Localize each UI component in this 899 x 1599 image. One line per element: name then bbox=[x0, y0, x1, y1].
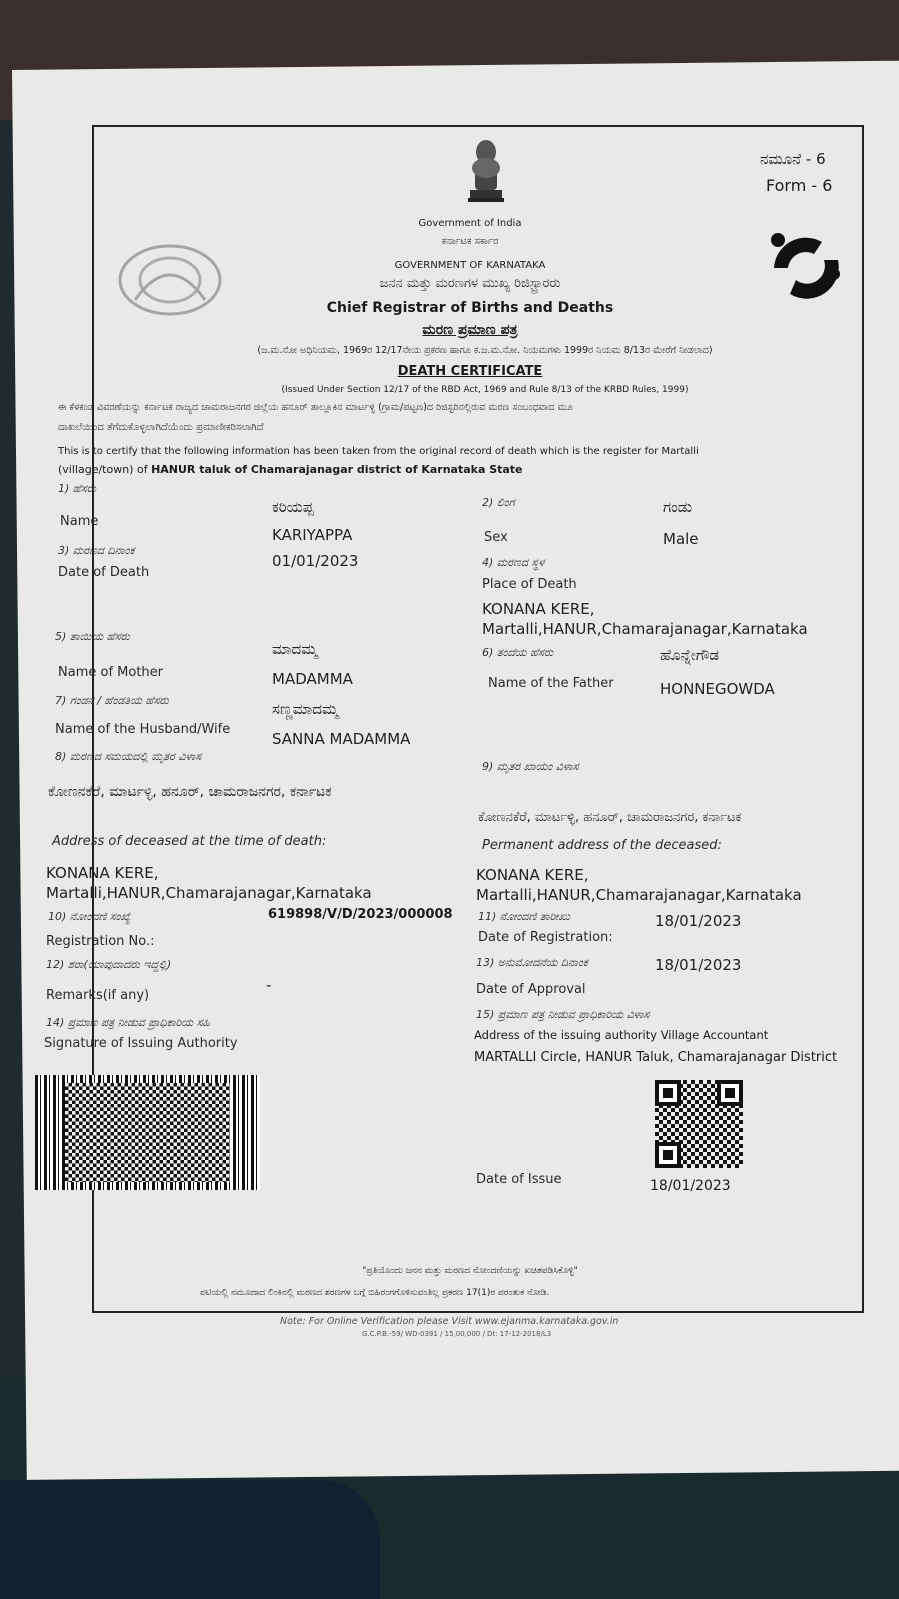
place-of-death-line2: Martalli,HANUR,Chamarajanagar,Karnataka bbox=[482, 620, 808, 638]
national-emblem-icon bbox=[462, 138, 510, 210]
name-label-kn: 1) ಹೆಸರು bbox=[58, 482, 97, 495]
gov-india: Government of India bbox=[418, 218, 522, 229]
certificate-title: DEATH CERTIFICATE bbox=[397, 364, 543, 379]
place-of-death-label-kn: 4) ಮರಣದ ಸ್ಥಳ bbox=[482, 556, 545, 569]
remarks-value: - bbox=[266, 976, 272, 994]
barcode-image bbox=[35, 1075, 260, 1190]
mother-value-kn: ಮಾದಮ್ಮ bbox=[272, 640, 318, 658]
mother-label-kn: 5) ತಾಯಿಯ ಹೆಸರು bbox=[55, 630, 130, 643]
spouse-value-kn: ಸಣ್ಣಮಾದಮ್ಮ bbox=[272, 700, 339, 718]
authority-address-label-kn: 15) ಪ್ರಮಾಣ ಪತ್ರ ನೀಡುವ ಪ್ರಾಧಿಕಾರಿಯ ವಿಳಾಸ bbox=[476, 1008, 650, 1021]
authority-address-label: Address of the issuing authority Village Accountant bbox=[474, 1028, 769, 1042]
address-at-death-label-kn: 8) ಮರಣದ ಸಮಯದಲ್ಲಿ ಮೃತರ ವಿಳಾಸ bbox=[55, 750, 202, 763]
spouse-value: SANNA MADAMMA bbox=[272, 730, 411, 748]
father-label-kn: 6) ತಂದೆಯ ಹೆಸರು bbox=[482, 646, 554, 659]
date-of-registration-label-kn: 11) ನೋಂದಣಿ ತಾರೀಖು bbox=[478, 910, 570, 923]
sex-value: Male bbox=[663, 530, 699, 548]
registration-no-label-kn: 10) ನೋಂದಣಿ ಸಂಖ್ಯೆ bbox=[48, 910, 131, 923]
registrar-title: Chief Registrar of Births and Deaths bbox=[326, 300, 614, 316]
registration-no-value: 619898/V/D/2023/000008 bbox=[268, 907, 453, 922]
father-value: HONNEGOWDA bbox=[660, 680, 775, 698]
gov-karnataka-kn: ಕರ್ನಾಟಕ ಸರ್ಕಾರ bbox=[441, 236, 499, 247]
mother-label: Name of Mother bbox=[58, 665, 163, 680]
registration-no-label: Registration No.: bbox=[46, 934, 155, 949]
permanent-address-value-kn: ಕೋಣನಕೆರೆ, ಮಾರ್ಟಳ್ಳಿ, ಹನೂರ್, ಚಾಮರಾಜನಗರ, ಕರ್ನಾಟಕ bbox=[478, 810, 742, 825]
signature-label: Signature of Issuing Authority bbox=[44, 1036, 238, 1051]
footer-slogan-kn: "ಪ್ರತಿಯೊಂದು ಜನನ ಮತ್ತು ಮರಣದ ನೋಂದಣಿಯನ್ನು ಖಚಿತಪಡಿಸಿಕೊಳ್ಳಿ" bbox=[362, 1266, 578, 1276]
form-number: Form - 6 bbox=[766, 176, 833, 195]
date-of-registration-value: 18/01/2023 bbox=[655, 912, 742, 930]
address-at-death-line2: Martalli,HANUR,Chamarajanagar,Karnataka bbox=[46, 884, 372, 902]
issued-under-kn: (ಜ.ಮ.ನೋ ಅಧಿನಿಯಮ, 1969ರ 12/17ನೇಯ ಪ್ರಕರಣ ಹಾಗೂ ಕ.ಜ.ಮ.ನೋ. ನಿಯಮಗಳು 1999ರ ನಿಯಮ 8/13ರ ಮೇರೆಗೆ ನೀಡಲಾದ) bbox=[257, 345, 713, 356]
date-of-issue-label: Date of Issue bbox=[476, 1172, 562, 1187]
address-at-death-line1: KONANA KERE, bbox=[46, 864, 159, 882]
address-at-death-label: Address of deceased at the time of death: bbox=[52, 834, 327, 849]
remarks-label-kn: 12) ಶರಾ(ಯಾವುದಾದರು ಇದ್ದಲ್ಲಿ) bbox=[46, 958, 172, 971]
intro-en-line2: (village/town) of HANUR taluk of Chamarajanagar district of Karnataka State bbox=[58, 463, 523, 476]
intro-en-line1: This is to certify that the following information has been taken from the original record of death which is the register for Martalli bbox=[58, 446, 699, 457]
qr-finder-bottom-left bbox=[655, 1142, 681, 1168]
emblem-watermark-icon bbox=[115, 240, 225, 320]
registrar-kn: ಜನನ ಮತ್ತು ಮರಣಗಳ ಮುಖ್ಯ ರಿಜಿಸ್ಟ್ರಾರರು bbox=[379, 276, 561, 291]
sex-label-kn: 2) ಲಿಂಗ bbox=[482, 496, 515, 509]
name-value-kn: ಕರಿಯಪ್ಪ bbox=[272, 498, 314, 516]
date-of-death-value: 01/01/2023 bbox=[272, 552, 359, 570]
mother-value: MADAMMA bbox=[272, 670, 353, 688]
date-of-registration-label: Date of Registration: bbox=[478, 930, 613, 945]
father-label: Name of the Father bbox=[488, 676, 614, 691]
intro-kn-line1: ಈ ಕೆಳಕಂಡ ವಿವರಣೆಯನ್ನು ಕರ್ನಾಟಕ ರಾಜ್ಯದ ಚಾಮರಾಜನಗರ ಜಿಲ್ಲೆಯ ಹನೂರ್ ತಾಲ್ಲೂಕಿನ ಮಾರ್ಟಳ್ಳಿ (ಗ್ರಾಮ/ಪಟ್ಟಣ)ದ ರಿಜಿಸ್ಟರಿನಲ್ಲಿರುವ ಮರಣ ಸಂಬಂಧವಾದ ಮೂ bbox=[58, 402, 573, 413]
permanent-address-label-kn: 9) ಮೃತರ ಖಾಯಂ ವಿಳಾಸ bbox=[482, 760, 579, 773]
form-number-kn: ನಮೂನೆ - 6 bbox=[760, 150, 826, 168]
intro-kn-line2: ದಾಖಲೆಯಿಂದ ತೆಗೆದುಕೊಳ್ಳಲಾಗಿದೆಯೆಂದು ಪ್ರಮಾಣೀಕರಿಸಲಾಗಿದೆ bbox=[58, 422, 264, 433]
place-of-death-label: Place of Death bbox=[482, 577, 577, 592]
authority-address-value: MARTALLI Circle, HANUR Taluk, Chamarajanagar District bbox=[474, 1050, 838, 1065]
certificate-title-kn: ಮರಣ ಪ್ರಮಾಣ ಪತ್ರ bbox=[422, 322, 518, 338]
qr-finder-top-right bbox=[717, 1080, 743, 1106]
footer-note-kn: ಪಟಿಯಲ್ಲಿ ನಮೂದಾದ ಲಿಂಕಿನಲ್ಲಿ ಮರಣದ ಶರಣಗಳ ಬಗ್ಗೆ ಬಿಹಿರಂಗಗೊಳಿಸುವಂತಿಲ್ಲ ಪ್ರಕರಣ 17(1)ರ ಪರಂತುಕ ನೋಡಿ. bbox=[200, 1288, 550, 1298]
permanent-address-line1: KONANA KERE, bbox=[476, 866, 589, 884]
date-of-issue-value: 18/01/2023 bbox=[650, 1178, 731, 1194]
date-of-death-label: Date of Death bbox=[58, 565, 150, 580]
footer-note: Note: For Online Verification please Visit www.ejanma.karnataka.gov.in bbox=[280, 1316, 619, 1327]
ejanma-logo-icon bbox=[766, 228, 846, 300]
issued-under: (Issued Under Section 12/17 of the RBD Act, 1969 and Rule 8/13 of the KRBD Rules, 1999) bbox=[281, 385, 689, 395]
barcode-pattern bbox=[65, 1083, 230, 1182]
permanent-address-label: Permanent address of the deceased: bbox=[482, 838, 722, 853]
date-of-approval-value: 18/01/2023 bbox=[655, 956, 742, 974]
sex-value-kn: ಗಂಡು bbox=[663, 498, 693, 516]
print-reference: G.C.P.B.-59/ WD-0391 / 15,00,000 / Dt: 17-12-2018/L3 bbox=[362, 1330, 552, 1338]
gov-karnataka: GOVERNMENT OF KARNATAKA bbox=[394, 260, 546, 271]
father-value-kn: ಹೊನ್ನೇಗೌಡ bbox=[660, 646, 720, 664]
place-of-death-line1: KONANA KERE, bbox=[482, 600, 595, 618]
name-value: KARIYAPPA bbox=[272, 526, 353, 544]
qr-code-image bbox=[655, 1080, 743, 1168]
signature-label-kn: 14) ಪ್ರಮಾಣ ಪತ್ರ ನೀಡುವ ಪ್ರಾಧಿಕಾರಿಯ ಸಹಿ bbox=[46, 1016, 210, 1029]
date-of-death-label-kn: 3) ಮರಣದ ದಿನಾಂಕ bbox=[58, 544, 135, 557]
date-of-approval-label-kn: 13) ಅನುಮೋದನೆಯ ದಿನಾಂಕ bbox=[476, 956, 588, 969]
qr-finder-top-left bbox=[655, 1080, 681, 1106]
date-of-approval-label: Date of Approval bbox=[476, 982, 586, 997]
remarks-label: Remarks(if any) bbox=[46, 988, 150, 1003]
spouse-label: Name of the Husband/Wife bbox=[55, 722, 231, 737]
permanent-address-line2: Martalli,HANUR,Chamarajanagar,Karnataka bbox=[476, 886, 802, 904]
spouse-label-kn: 7) ಗಂಡನ / ಹೆಂಡತಿಯ ಹೆಸರು bbox=[55, 694, 169, 707]
sex-label: Sex bbox=[484, 530, 508, 545]
name-label: Name bbox=[60, 514, 99, 529]
address-at-death-value-kn: ಕೋಣನಕೆರೆ, ಮಾರ್ಟಳ್ಳಿ, ಹನೂರ್, ಚಾಮರಾಜನಗರ, ಕರ್ನಾಟಕ bbox=[48, 784, 332, 800]
